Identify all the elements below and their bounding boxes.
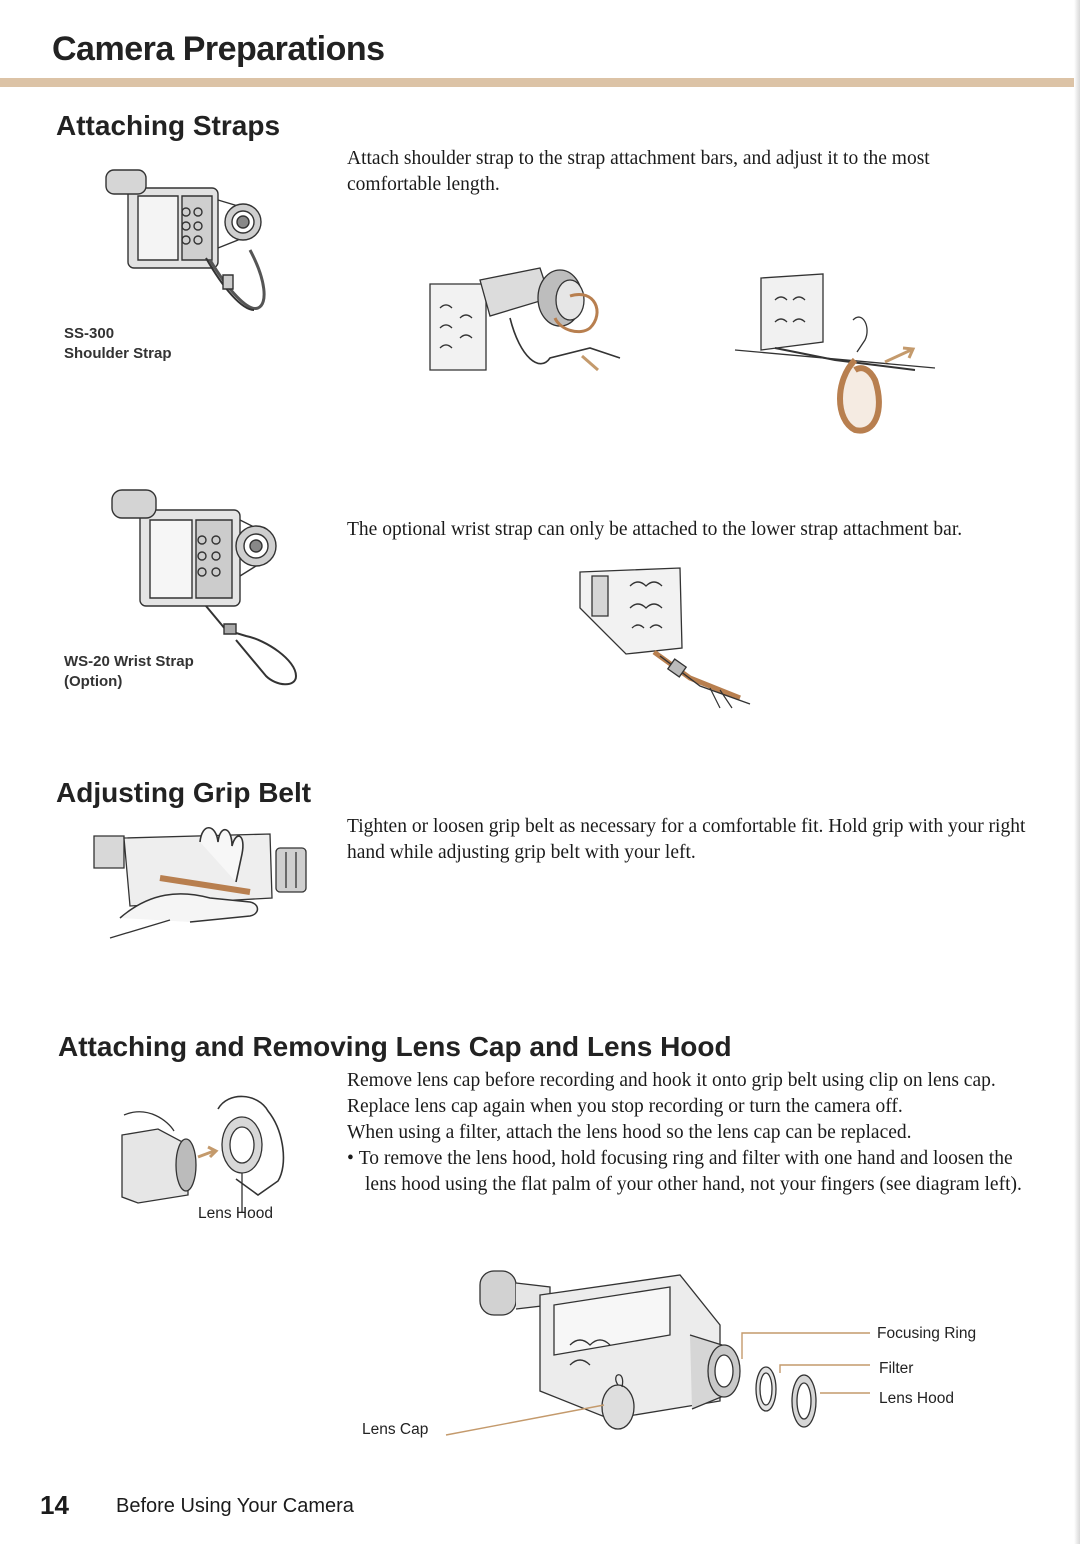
shoulder-strap-caption <box>64 324 172 364</box>
filter-label: Filter <box>879 1360 914 1377</box>
lens-parts-diagram <box>470 1265 880 1445</box>
straps-text-1: Attach shoulder strap to the strap attachment bars, and adjust it to the most comfortable length. <box>347 148 930 195</box>
lens-hood-diagram-label: Lens Hood <box>198 1205 273 1222</box>
page-edge-shadow <box>1074 0 1080 1544</box>
heading-lens-cap-hood: Attaching and Removing Lens Cap and Lens Hood <box>58 1031 732 1062</box>
shoulder-strap-model: SS-300 <box>64 325 115 342</box>
lens-hood-removal-illustration <box>118 1085 298 1225</box>
title-rule <box>0 78 1080 87</box>
wrist-strap-attachment-detail <box>570 568 760 718</box>
wrist-strap-option: (Option) <box>64 673 123 690</box>
lens-cap-label: Lens Cap <box>362 1421 429 1438</box>
wrist-strap-caption <box>64 652 194 692</box>
strap-attachment-detail-left <box>420 258 630 378</box>
focusing-ring-label: Focusing Ring <box>877 1325 977 1342</box>
lens-bullet <box>347 1146 1032 1198</box>
lens-paragraph-1: Remove lens cap before recording and hook it onto grip belt using clip on lens cap. Replace lens cap again when you stop recording or turn the camera off. <box>347 1070 996 1117</box>
lens-text-block <box>347 1068 1032 1198</box>
heading-attaching-straps: Attaching Straps <box>56 110 281 141</box>
page-title: Camera Preparations <box>52 30 385 68</box>
footer-section-title: Before Using Your Camera <box>116 1495 354 1517</box>
lens-bullet-text: To remove the lens hood, hold focusing ring and filter with one hand and loosen the lens hood using the flat palm of your other hand, not your fingers (see diagram left). <box>358 1148 1022 1195</box>
lens-hood-label: Lens Hood <box>879 1390 954 1407</box>
wrist-strap-model: WS-20 Wrist Strap <box>64 653 194 670</box>
shoulder-strap-name: Shoulder Strap <box>64 345 172 362</box>
strap-attachment-detail-right <box>735 270 935 440</box>
heading-adjusting-grip-belt: Adjusting Grip Belt <box>56 777 312 808</box>
bullet-symbol: • <box>347 1148 354 1169</box>
grip-belt-text: Tighten or loosen grip belt as necessary for a comfortable fit. Hold grip with your right hand while adjusting grip belt with your left. <box>347 816 1026 863</box>
page-number: 14 <box>40 1490 69 1520</box>
camera-shoulder-strap-illustration <box>98 160 288 320</box>
straps-text-2: The optional wrist strap can only be attached to the lower strap attachment bar. <box>347 519 963 540</box>
lens-paragraph-2: When using a filter, attach the lens hood so the lens cap can be replaced. <box>347 1122 912 1143</box>
grip-belt-illustration <box>90 822 315 940</box>
